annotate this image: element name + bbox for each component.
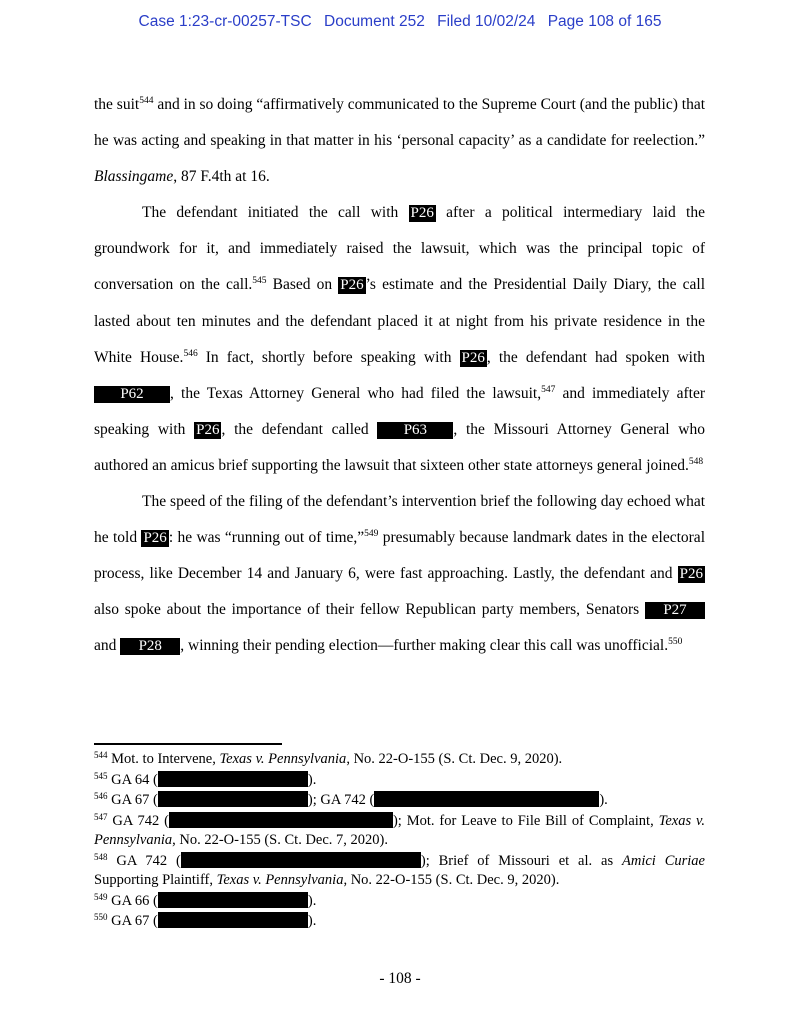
footnote-ref: 547 xyxy=(541,384,556,395)
footnote-547: $^{547}$ GA 742 ( ); Mot. for Leave to File Bill of Complaint, Texas v. Pennsylvania, No. 22-O-155 (S. Ct. Dec. 7, 2020). xyxy=(94,811,705,848)
redaction-bar xyxy=(181,852,421,868)
footnote-ref: 550 xyxy=(668,637,683,648)
paragraph-2: The defendant initiated the call with P26 after a political intermediary laid the groundwork for it, and immediately raised the lawsuit, which was the principal topic of conversation on the call.$^{545}$ Based on P26 ’s estimate and the Presidential Daily Diary, the call lasted about ten minutes and the defendant placed it at night from his private residence in the White House.$^{546}$ In fact, shortly before speaking with P26 , the defendant had spoken with P62 , the Texas Attorney General who had filed the lawsuit,$^{547}$ and immediately after speaking with P26 , the defendant called P63 , the Missouri Attorney General who authored an amicus brief supporting the lawsuit that sixteen other state attorneys general joined.$^{548}$ xyxy=(94,204,706,474)
page-number: - 108 - xyxy=(379,970,421,987)
redaction-bar xyxy=(158,912,308,928)
footnote-546: $^{546}$ GA 67 ( ); GA 742 ( ). xyxy=(94,791,608,808)
page-count: Page 108 of 165 xyxy=(547,13,662,30)
paragraph-3: The speed of the filing of the defendant’s intervention brief the following day echoed what he told P26 : he was “running out of time,”$^{549}$ presumably because landmark dates in the electoral process, like December 14 and January 6, were fast approaching. Lastly, the defendant and P26 also spoke about the importance of their fellow Republican party members, Senators P27 and P28 , winning their pending election—further making clear this call was unofficial.$^{550}$ xyxy=(94,493,705,655)
redaction-label: P26 xyxy=(679,566,703,583)
redaction-label: P26 xyxy=(461,349,485,366)
redaction-bar xyxy=(158,791,308,807)
footnote-ref: 549 xyxy=(364,529,379,540)
redaction-label: P26 xyxy=(340,277,364,294)
redaction-label: P27 xyxy=(645,602,705,619)
footnote-ref: 548 xyxy=(688,456,704,467)
body-text xyxy=(94,87,705,665)
footnote-549: $^{549}$ GA 66 ( ). xyxy=(94,891,317,909)
footnote-548: $^{548}$ GA 742 ( ); Brief of Missouri et al. as Amici Curiae Supporting Plaintiff, Texas v. Pennsylvania, No. 22-O-155 (S. Ct. Dec. 9, 2020). xyxy=(94,851,705,888)
footnote-ref: 545 xyxy=(252,276,267,287)
redaction-label: P63 xyxy=(377,422,453,439)
footnote-ref: 544 xyxy=(139,96,154,106)
redaction-bar xyxy=(158,771,308,787)
redaction-label: P28 xyxy=(120,638,180,655)
redaction-label: P62 xyxy=(94,386,170,403)
footnote-545: $^{545}$ GA 64 ( ). xyxy=(94,770,317,788)
redaction-label: P26 xyxy=(410,205,434,222)
footnotes xyxy=(94,750,705,933)
redaction-bar xyxy=(158,892,308,908)
footnote-550: $^{550}$ GA 67 ( ). xyxy=(94,912,317,929)
redaction-label: P26 xyxy=(143,530,167,547)
document-number: Document 252 xyxy=(324,13,425,30)
footnote-ref: 546 xyxy=(183,348,198,359)
filed-date: Filed 10/02/24 xyxy=(437,13,536,30)
case-header xyxy=(0,13,800,31)
redaction-label: P26 xyxy=(196,421,220,438)
paragraph-1: the suit$^{544}$ and in so doing “affirmatively communicated to the Supreme Court (and the public) that he was acting and speaking in that matter in his ‘personal capacity’ as a candidate for reelection.” Blassingame, 87 F.4th at 16. xyxy=(94,96,706,186)
footnote-divider xyxy=(94,743,282,745)
footnote-544: $^{544}$ Mot. to Intervene, Texas v. Pennsylvania, No. 22-O-155 (S. Ct. Dec. 9, 2020). xyxy=(94,750,563,767)
redaction-bar xyxy=(374,791,599,807)
case-citation: Blassingame xyxy=(94,168,174,186)
case-number: Case 1:23-cr-00257-TSC xyxy=(138,13,312,30)
redaction-bar xyxy=(169,812,393,828)
